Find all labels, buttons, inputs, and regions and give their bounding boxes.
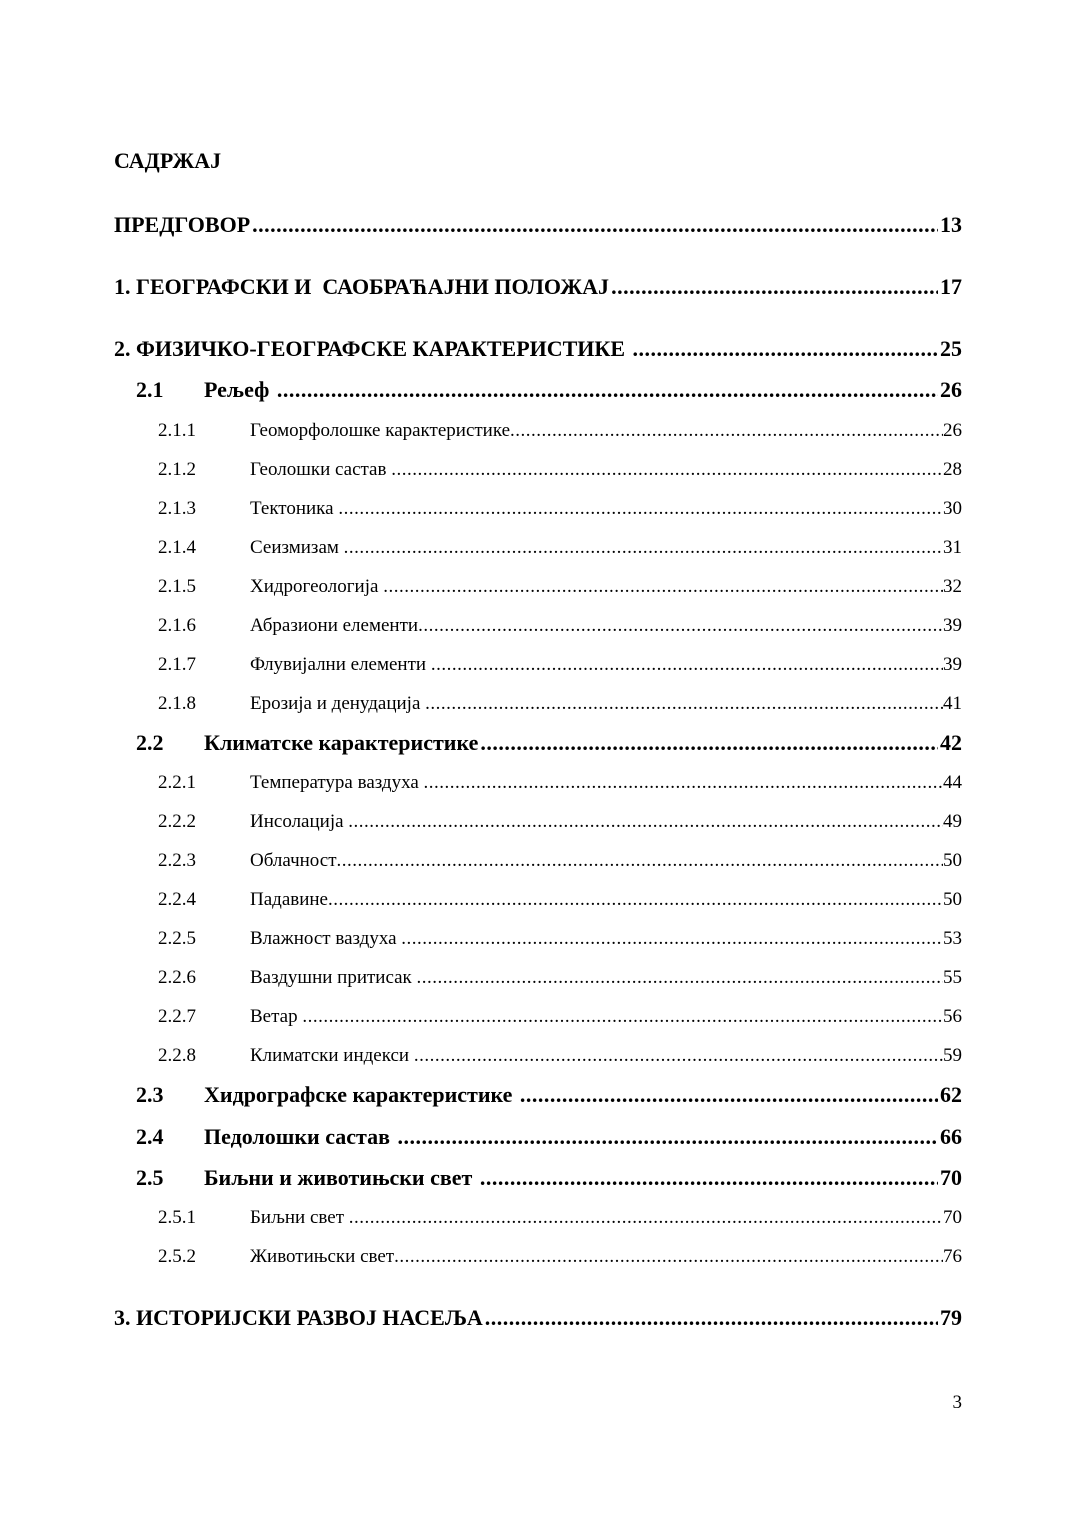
toc-label: 2. ФИЗИЧКО-ГЕОГРАФСКЕ КАРАКТЕРИСТИКЕ xyxy=(114,336,631,361)
toc-leader-dots xyxy=(252,212,938,238)
toc-entry-2-2-5[interactable] xyxy=(114,928,962,950)
toc-number: 2.2.8 xyxy=(158,1045,196,1066)
toc-label: Влажност ваздуха xyxy=(250,928,402,949)
toc-entry-2-5[interactable] xyxy=(114,1165,962,1191)
toc-page: 50 xyxy=(943,850,962,871)
toc-number: 2.1.3 xyxy=(158,498,196,519)
toc-label: Геолошки састав xyxy=(250,459,392,480)
toc-entry-2-5-2[interactable] xyxy=(114,1246,962,1268)
toc-page: 26 xyxy=(943,420,962,441)
toc-entry-2-2-2[interactable] xyxy=(114,811,962,833)
toc-number: 2.2.1 xyxy=(158,772,196,793)
toc-page: 13 xyxy=(940,212,962,237)
toc-page: 39 xyxy=(943,654,962,675)
page-number: 3 xyxy=(952,1392,962,1413)
toc-entry-2-2-4[interactable] xyxy=(114,889,962,911)
toc-leader-dots xyxy=(344,537,943,559)
toc-page: 79 xyxy=(940,1305,962,1330)
toc-label: 3. ИСТОРИЈСКИ РАЗВОЈ НАСЕЉА xyxy=(114,1305,483,1330)
toc-label: Климатске карактеристике xyxy=(204,730,479,755)
toc-leader-dots xyxy=(414,1045,943,1067)
toc-entry-2-1-3[interactable] xyxy=(114,498,962,520)
page-title: САДРЖАЈ xyxy=(114,148,222,173)
toc-label: Флувијални елементи xyxy=(250,654,431,675)
toc-number: 2.3 xyxy=(136,1082,164,1107)
toc-number: 2.1.5 xyxy=(158,576,196,597)
toc-number: 2.5 xyxy=(136,1165,164,1190)
toc-leader-dots xyxy=(480,1165,938,1191)
toc-leader-dots xyxy=(431,654,943,676)
toc-number: 2.1.4 xyxy=(158,537,196,558)
toc-number: 2.2.7 xyxy=(158,1006,196,1027)
toc-page: 42 xyxy=(940,730,962,755)
toc-entry-preface[interactable] xyxy=(114,212,962,238)
toc-leader-dots xyxy=(328,889,943,911)
toc-number: 2.2 xyxy=(136,730,164,755)
toc-label: Тектоника xyxy=(250,498,339,519)
toc-entry-2-2-3[interactable] xyxy=(114,850,962,872)
toc-label: Облачност xyxy=(250,850,337,871)
toc-entry-2-5-1[interactable] xyxy=(114,1207,962,1229)
toc-entry-chapter-1[interactable] xyxy=(114,274,962,300)
toc-label: Хидрогеологија xyxy=(250,576,384,597)
toc-label: Педолошки састав xyxy=(204,1124,396,1149)
toc-number: 2.2.6 xyxy=(158,967,196,988)
toc-leader-dots xyxy=(401,928,943,950)
toc-label: Ерозија и денудација xyxy=(250,693,426,714)
toc-page: 44 xyxy=(943,772,962,793)
toc-entry-2-1-8[interactable] xyxy=(114,693,962,715)
toc-entry-2-2-1[interactable] xyxy=(114,772,962,794)
toc-page: 70 xyxy=(940,1165,962,1190)
toc-number: 2.1.2 xyxy=(158,459,196,480)
toc-label: Рељеф xyxy=(204,377,275,402)
toc-leader-dots xyxy=(338,498,943,520)
toc-number: 2.2.2 xyxy=(158,811,196,832)
toc-number: 2.2.5 xyxy=(158,928,196,949)
toc-label: Ветар xyxy=(250,1006,303,1027)
toc-page: 55 xyxy=(943,967,962,988)
toc-label: 1. ГЕОГРАФСКИ И САОБРАЋАЈНИ ПОЛОЖАЈ xyxy=(114,274,610,299)
toc-entry-2-2-6[interactable] xyxy=(114,967,962,989)
toc-leader-dots xyxy=(424,772,943,794)
toc-label: Биљни свет xyxy=(250,1207,349,1228)
toc-number: 2.1.6 xyxy=(158,615,196,636)
toc-label: Животињски свет xyxy=(250,1246,395,1267)
toc-entry-2-2-7[interactable] xyxy=(114,1006,962,1028)
toc-page: 41 xyxy=(943,693,962,714)
toc-entry-2-2-8[interactable] xyxy=(114,1045,962,1067)
toc-leader-dots xyxy=(397,1124,938,1150)
toc-page: 76 xyxy=(943,1246,962,1267)
toc-page: 49 xyxy=(943,811,962,832)
toc-page: 62 xyxy=(940,1082,962,1107)
toc-page: 30 xyxy=(943,498,962,519)
toc-page: 39 xyxy=(943,615,962,636)
toc-leader-dots xyxy=(348,811,943,833)
toc-leader-dots xyxy=(510,420,943,442)
toc-entry-2-1-2[interactable] xyxy=(114,459,962,481)
toc-entry-2-1-4[interactable] xyxy=(114,537,962,559)
toc-page: 17 xyxy=(940,274,962,299)
toc-label: Геоморфолошке карактеристике xyxy=(250,420,511,441)
toc-label: Падавине xyxy=(250,889,328,910)
toc-number: 2.1.8 xyxy=(158,693,196,714)
toc-label: Сеизмизам xyxy=(250,537,344,558)
toc-number: 2.1 xyxy=(136,377,164,402)
toc-entry-2-1[interactable] xyxy=(114,377,962,403)
toc-page: 66 xyxy=(940,1124,962,1149)
toc-page: 25 xyxy=(940,336,962,361)
toc-number: 2.1.1 xyxy=(158,420,196,441)
toc-page: 28 xyxy=(943,459,962,480)
toc-label: Биљни и животињски свет xyxy=(204,1165,478,1190)
toc-entry-2-3[interactable] xyxy=(114,1082,962,1108)
toc-leader-dots xyxy=(391,459,943,481)
toc-leader-dots xyxy=(418,615,943,637)
toc-number: 2.1.7 xyxy=(158,654,196,675)
toc-entry-2-4[interactable] xyxy=(114,1124,962,1150)
toc-entry-chapter-2[interactable] xyxy=(114,336,962,362)
toc-leader-dots xyxy=(417,967,943,989)
toc-leader-dots xyxy=(277,377,938,403)
toc-page: 31 xyxy=(943,537,962,558)
table-of-contents xyxy=(114,0,962,1518)
toc-leader-dots xyxy=(394,1246,943,1268)
toc-entry-chapter-3[interactable] xyxy=(114,1305,962,1331)
toc-leader-dots xyxy=(520,1082,938,1108)
toc-number: 2.2.4 xyxy=(158,889,196,910)
toc-page: 59 xyxy=(943,1045,962,1066)
toc-entry-2-1-1[interactable] xyxy=(114,420,962,442)
toc-leader-dots xyxy=(611,274,938,300)
toc-entry-2-1-6[interactable] xyxy=(114,615,962,637)
toc-label: Ваздушни притисак xyxy=(250,967,417,988)
toc-leader-dots xyxy=(349,1207,943,1229)
toc-page: 32 xyxy=(943,576,962,597)
toc-label: Инсолација xyxy=(250,811,349,832)
toc-label: Климатски индекси xyxy=(250,1045,414,1066)
toc-entry-2-1-7[interactable] xyxy=(114,654,962,676)
toc-leader-dots xyxy=(425,693,943,715)
toc-number: 2.4 xyxy=(136,1124,164,1149)
toc-page: 50 xyxy=(943,889,962,910)
toc-leader-dots xyxy=(383,576,943,598)
toc-label: Температура ваздуха xyxy=(250,772,424,793)
toc-label: Абразиони елементи xyxy=(250,615,419,636)
toc-page: 53 xyxy=(943,928,962,949)
toc-number: 2.5.1 xyxy=(158,1207,196,1228)
toc-page: 56 xyxy=(943,1006,962,1027)
toc-number: 2.2.3 xyxy=(158,850,196,871)
toc-label: Хидрографске карактеристике xyxy=(204,1082,518,1107)
toc-entry-2-1-5[interactable] xyxy=(114,576,962,598)
toc-number: 2.5.2 xyxy=(158,1246,196,1267)
toc-leader-dots xyxy=(302,1006,943,1028)
toc-entry-2-2[interactable] xyxy=(114,730,962,756)
toc-leader-dots xyxy=(337,850,943,872)
toc-leader-dots xyxy=(480,730,938,756)
toc-leader-dots xyxy=(485,1305,938,1331)
toc-leader-dots xyxy=(633,336,938,362)
toc-label: ПРЕДГОВОР xyxy=(114,212,251,237)
toc-page: 70 xyxy=(943,1207,962,1228)
toc-page: 26 xyxy=(940,377,962,402)
